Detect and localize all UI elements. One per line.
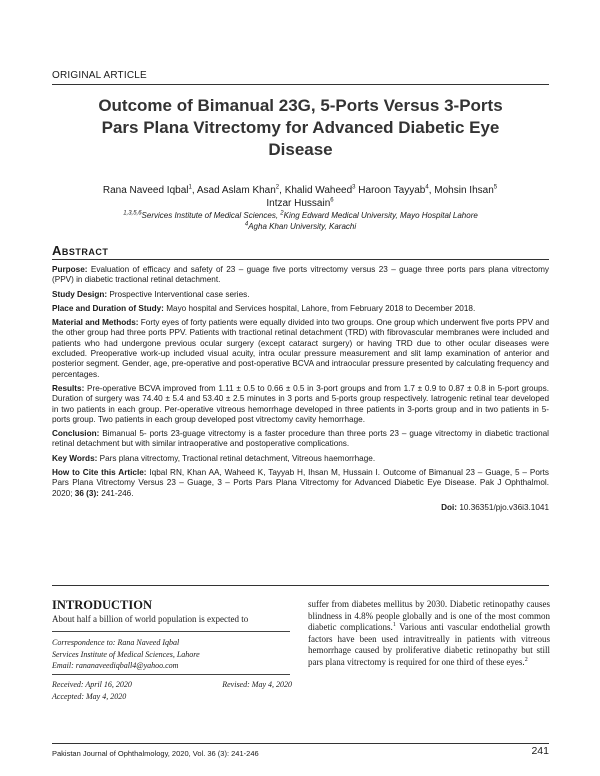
abstract-rule — [52, 259, 549, 260]
correspondence-institute: Services Institute of Medical Sciences, Lahore — [52, 649, 200, 659]
correspondence-block — [52, 637, 292, 672]
author-5-sup: 5 — [493, 184, 498, 191]
place-text: Mayo hospital and Services hospital, Lahore, from February 2018 to December 2018. — [166, 303, 476, 313]
author-3: Khalid Waheed — [284, 185, 353, 196]
doi-link[interactable]: 10.36351/pjo.v36i3.1041 — [459, 502, 549, 512]
purpose-text: Evaluation of efficacy and safety of 23 – guage five ports vitrectomy versus 23 – guage three ports pars plana vitrectomy (PPV) in diabetic tractional retinal detachment. — [52, 265, 549, 285]
abstract-body — [52, 265, 549, 513]
footer-journal: Pakistan Journal of Ophthalmology, 2020, Vol. 36 (3): 241-246 — [52, 749, 259, 758]
cite-text: Iqbal RN, Khan AA, Waheed K, Tayyab H, Ihsan M, Hussain I. Outcome of Bimanual 23 – Guage, 5 – Ports Pars Plana Vitrectomy Versus 23 – Guage, 3 – Ports Pars Plana Vitrectomy for Advanced Diabetic Eye Disease. Pak J Ophthalmol. 2020; — [52, 468, 549, 498]
article-type: ORIGINAL ARTICLE — [52, 70, 147, 81]
affiliation-sup-4: 4 — [244, 221, 249, 228]
correspondence-email[interactable]: Email: rananaveediqball4@yahoo.com — [52, 661, 179, 670]
affiliation-sup-1: 1,3,5,6 — [123, 210, 142, 217]
abstract-results — [52, 384, 549, 425]
abstract-heading: Abstract — [52, 243, 109, 258]
doi-label: Doi: — [441, 502, 458, 512]
page-number: 241 — [531, 745, 549, 757]
accepted-date: Accepted: May 4, 2020 — [52, 691, 127, 701]
abstract-methods — [52, 318, 549, 380]
introduction-right-column — [308, 599, 550, 668]
intro-text-1: suffer from diabetes mellitus by 2030. Diabetic retinopathy causes blindness in 4.8% people globally and is one of the most common diabetic complications. — [308, 599, 550, 632]
correspondence-name: Correspondence to: Rana Naveed Iqbal — [52, 638, 180, 647]
conclusion-text: Bimanual 5- ports 23-guage vitrectomy is a faster procedure than three ports 23 – guage vitrectomy in diabetic tractional retinal detachment but with similar intraoperative and postoperative complications. — [52, 429, 549, 449]
abstract-bottom-rule — [52, 585, 549, 586]
abstract-conclusion — [52, 429, 549, 450]
reference-2[interactable]: 2 — [524, 656, 528, 663]
cite-volume: 36 (3): — [74, 488, 99, 498]
abstract-citation — [52, 468, 549, 499]
dates-row — [52, 679, 292, 691]
affiliation-services: Services Institute of Medical Sciences, — [141, 211, 279, 220]
introduction-heading: INTRODUCTION — [52, 598, 153, 612]
purpose-label: Purpose: — [52, 265, 88, 274]
affiliation-line-1 — [52, 210, 549, 221]
results-text: Pre-operative BCVA improved from 1.11 ± 0.5 to 0.66 ± 0.5 in 3-port groups and from 1.7 ± 0.9 to 0.87 ± 0.8 in 5-port groups. Duration of surgery was 74.40 ± 5.4 and 53.40 ± 2.5 minutes in 3 ports and 5-ports group respectively. Iatrogenic retinal tear developed in two patients in each group. Per-operative vitreous hemorrhage developed in three patients in 3-ports group and in two patients in 5-ports group. Two patients in each group developed post vitrectomy cavity hemorrhage. — [52, 383, 549, 424]
dates-rule — [52, 674, 290, 675]
author-4-sup: 4 — [425, 184, 429, 191]
title-line-3: Disease — [268, 140, 333, 159]
title-line-1: Outcome of Bimanual 23G, 5-Ports Versus 3-Ports — [98, 96, 503, 115]
footnote-rule — [52, 631, 290, 632]
methods-text: Forty eyes of forty patients were equally divided into two groups. One group which underwent five ports PPV and the other group had three ports PPV. Patients with tractional retinal detachment (TRD) with fibrovascular membranes were included and patients who had undergone previous ocular surgery (except cataract surgery) or having TRD due to other ocular diseases were excluded. Preoperative work-up included visual acuity, intra ocular pressure measurement and slit lamp examination of anterior and posterior segment. Gender, age, pre-operative and post-operative BCVA and intraocular pressure presented by calculating frequency and percentages. — [52, 318, 550, 379]
author-6: Intzar Hussain — [266, 198, 331, 209]
author-2: Asad Aslam Khan — [196, 185, 276, 196]
design-text: Prospective Interventional case series. — [109, 289, 250, 299]
results-label: Results: — [52, 383, 85, 393]
abstract-keywords — [52, 454, 549, 464]
author-1: Rana Naveed Iqbal — [102, 185, 189, 196]
keywords-label: Key Words: — [52, 453, 98, 463]
dates-block — [52, 679, 292, 702]
reference-1[interactable]: 1 — [392, 622, 396, 628]
author-6-sup: 6 — [330, 197, 334, 204]
abstract-design — [52, 290, 549, 300]
footer-rule — [52, 743, 549, 744]
author-3-sup: 3 — [352, 184, 356, 191]
affiliation-line-2 — [52, 221, 549, 232]
design-label: Study Design: — [52, 289, 108, 299]
abstract-purpose — [52, 265, 549, 286]
header-rule — [52, 84, 549, 85]
intro-text-2: Various anti vascular endothelial growth factors have been used intravitreally in patients with vitreous hemorrhage caused by proliferative diabetic retinopathy but still pars plana vitrectomy is required for one third of these eyes. — [308, 622, 550, 667]
affiliation-sup-2: 2 — [280, 210, 284, 217]
author-2-sup: 2 — [275, 184, 280, 191]
abstract-place — [52, 304, 549, 314]
title-line-2: Pars Plana Vitrectomy for Advanced Diabetic Eye — [101, 118, 500, 137]
cite-label: How to Cite this Article: — [52, 468, 147, 478]
introduction-first-line: About half a billion of world population is expected to — [52, 614, 249, 624]
author-1-sup: 1 — [188, 184, 192, 191]
conclusion-label: Conclusion: — [52, 429, 100, 439]
paper-title — [52, 95, 549, 161]
received-date: Received: April 16, 2020 — [52, 680, 132, 689]
methods-label: Material and Methods: — [52, 318, 139, 328]
keywords-text: Pars plana vitrectomy, Tractional retinal detachment, Vitreous haemorrhage. — [99, 453, 376, 463]
author-list: Rana Naveed Iqbal$^1$, Asad Aslam Khan$^2$, Khalid Waheed$^3$ Haroon Tayyab$^4$, Mohsin Ihsan$^5$ Intzar Hussain$^6$ — [102, 184, 498, 209]
author-5: Mohsin Ihsan — [434, 185, 494, 196]
affiliations — [52, 210, 549, 232]
cite-pages: 241-246. — [101, 488, 134, 498]
revised-date: Revised: May 4, 2020 — [222, 680, 292, 689]
affiliation-kemu: King Edward Medical University, Mayo Hospital Lahore — [283, 211, 478, 220]
place-label: Place and Duration of Study: — [52, 303, 164, 313]
doi-line — [52, 503, 549, 513]
affiliation-aku: Agha Khan University, Karachi — [248, 222, 357, 231]
author-4: Haroon Tayyab — [358, 185, 426, 196]
